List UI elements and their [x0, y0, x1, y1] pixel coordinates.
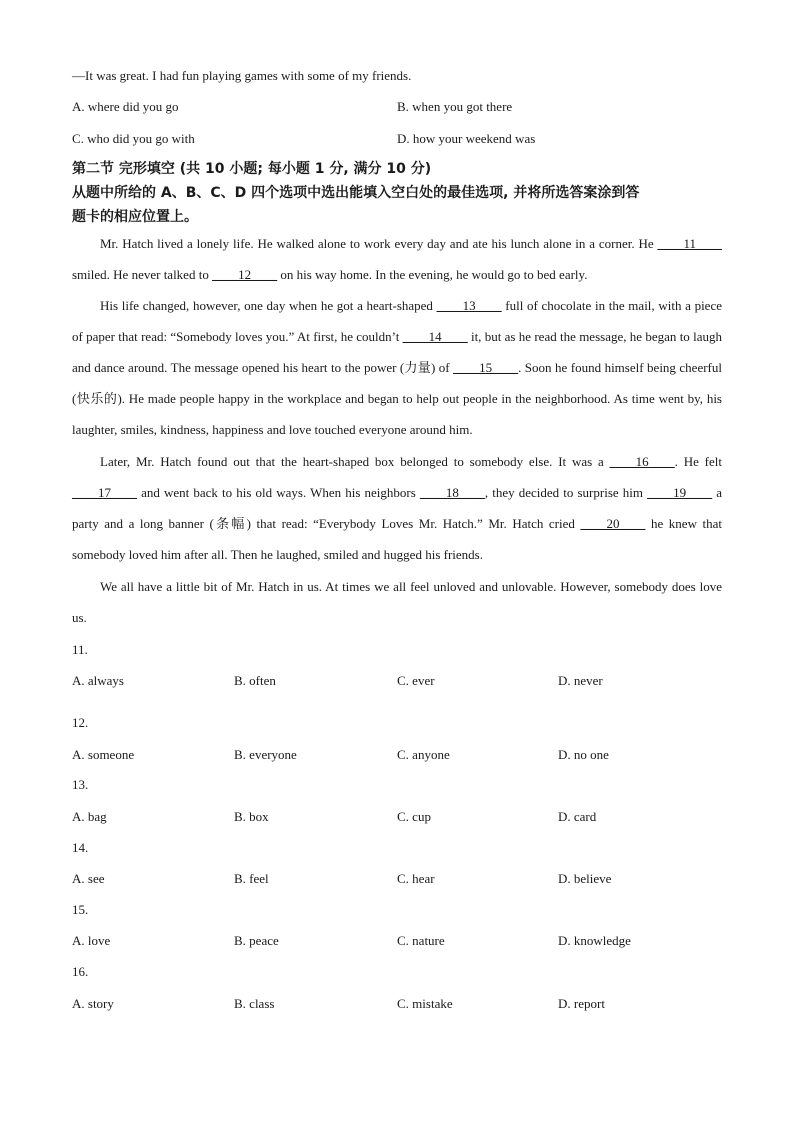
- blank-17: ____17____: [72, 485, 137, 500]
- passage-text: it, but as he read the message, he began to laugh and dance around. The message opened his heart to the power (力量) of: [72, 329, 722, 375]
- passage-text: full of chocolate in the mail, with a piece of paper that read: “Somebody loves you.” At first, he couldn’t: [72, 298, 722, 344]
- question-option-c[interactable]: C. anyone: [397, 747, 450, 762]
- blank-18: ____18____: [419, 485, 485, 500]
- passage-text: smiled. He never talked to: [72, 267, 213, 282]
- option-b: B. when you got there: [397, 99, 513, 114]
- instruction-line-1: 从题中所给的 A、B、C、D 四个选项中选出能填入空白处的最佳选项, 并将所选答案涂到答: [72, 185, 640, 201]
- passage-text: on his way home. In the evening, he would go to bed early.: [277, 267, 588, 282]
- question-option-a[interactable]: A. love: [72, 933, 111, 948]
- blank-13: ____13____: [436, 298, 502, 313]
- question-option-c[interactable]: C. nature: [397, 933, 445, 948]
- question-number: 14.: [72, 840, 89, 855]
- question-option-c[interactable]: C. hear: [397, 871, 435, 886]
- question-option-d[interactable]: D. knowledge: [558, 933, 631, 948]
- dialogue-line: —It was great. I had fun playing games with some of my friends.: [72, 68, 412, 83]
- question-number: 15.: [72, 902, 89, 917]
- question-option-a[interactable]: A. story: [72, 996, 114, 1011]
- question-number: 13.: [72, 777, 89, 792]
- blank-15: ____15____: [453, 360, 519, 375]
- instruction-line-2: 题卡的相应位置上。: [72, 209, 198, 225]
- option-c: C. who did you go with: [72, 131, 195, 146]
- passage-text: Later, Mr. Hatch found out that the heart-shaped box belonged to somebody else. It was a: [100, 454, 610, 469]
- passage-text: , they decided to surprise him: [484, 485, 648, 500]
- question-option-b[interactable]: B. box: [234, 809, 269, 824]
- passage-paragraph-3: [72, 446, 722, 570]
- question-option-c[interactable]: C. mistake: [397, 996, 453, 1011]
- section-title: 第二节 完形填空 (共 10 小题; 每小题 1 分, 满分 10 分): [72, 161, 432, 177]
- passage-text: His life changed, however, one day when he got a heart-shaped: [100, 298, 437, 313]
- blank-11: ____11____: [657, 236, 723, 251]
- blank-12: ____12____: [212, 267, 278, 282]
- question-number: 12.: [72, 715, 89, 730]
- question-option-a[interactable]: A. always: [72, 673, 124, 688]
- blank-16: ____16____: [609, 454, 675, 469]
- question-option-d[interactable]: D. never: [558, 673, 603, 688]
- blank-20: ____20____: [580, 516, 646, 531]
- question-option-c[interactable]: C. ever: [397, 673, 435, 688]
- question-option-d[interactable]: D. card: [558, 809, 597, 824]
- question-option-d[interactable]: D. no one: [558, 747, 609, 762]
- question-option-b[interactable]: B. feel: [234, 871, 269, 886]
- question-option-b[interactable]: B. often: [234, 673, 276, 688]
- passage-text: and went back to his old ways. When his neighbors: [137, 485, 420, 500]
- question-option-c[interactable]: C. cup: [397, 809, 431, 824]
- question-option-a[interactable]: A. see: [72, 871, 105, 886]
- question-option-a[interactable]: A. bag: [72, 809, 107, 824]
- question-option-d[interactable]: D. report: [558, 996, 605, 1011]
- question-number: 11.: [72, 642, 88, 657]
- passage-paragraph-2: [72, 290, 722, 445]
- blank-19: ____19____: [647, 485, 713, 500]
- option-a: A. where did you go: [72, 99, 179, 114]
- question-option-b[interactable]: B. class: [234, 996, 275, 1011]
- question-number: 16.: [72, 964, 89, 979]
- question-option-a[interactable]: A. someone: [72, 747, 135, 762]
- passage-paragraph-1: [72, 228, 722, 290]
- passage-text: . Soon he found himself being cheerful (快乐的). He made people happy in the workplace and began to help out people in the neighborhood. As time went by, his laughter, smiles, kindness, happiness and love touched everyone around him.: [72, 360, 722, 437]
- question-option-d[interactable]: D. believe: [558, 871, 612, 886]
- passage-text: he knew that somebody loved him after all. Then he laughed, smiled and hugged his friends.: [72, 516, 722, 562]
- passage-text: Mr. Hatch lived a lonely life. He walked alone to work every day and ate his lunch alone in a corner. He: [100, 236, 654, 251]
- option-d: D. how your weekend was: [397, 131, 536, 146]
- passage-text: . He felt: [674, 454, 723, 469]
- question-option-b[interactable]: B. peace: [234, 933, 279, 948]
- question-option-b[interactable]: B. everyone: [234, 747, 297, 762]
- blank-14: ____14____: [402, 329, 468, 344]
- passage-text: a party and a long banner (条幅) that read: “Everybody Loves Mr. Hatch.” Mr. Hatch cried: [72, 485, 722, 531]
- passage-paragraph-4: We all have a little bit of Mr. Hatch in us. At times we all feel unloved and unlovable. However, somebody does love us.: [72, 579, 722, 625]
